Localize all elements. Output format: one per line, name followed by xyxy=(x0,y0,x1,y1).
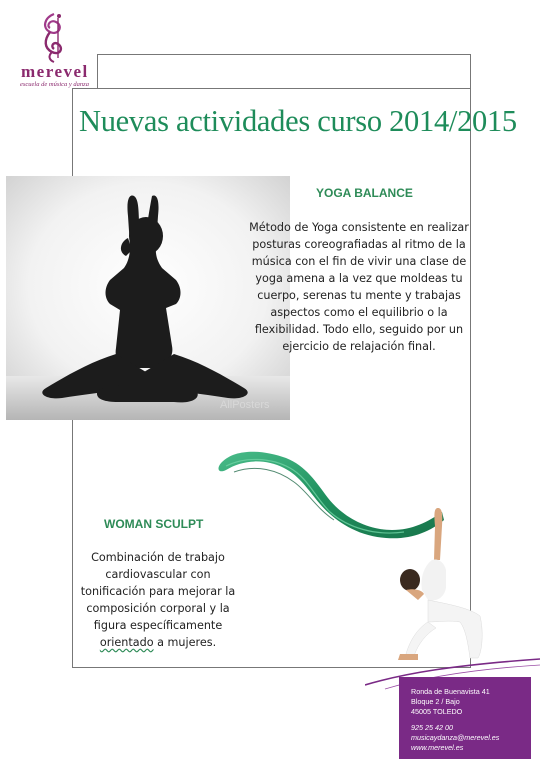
text-line xyxy=(68,634,248,651)
text-line: Método de Yoga consistente en realizar xyxy=(249,221,469,234)
logo-tagline: escuela de música y danza xyxy=(20,81,89,88)
page-title: Nuevas actividades curso 2014/2015 xyxy=(79,104,517,138)
text-line: aspectos como el equilibrio o la xyxy=(270,306,448,319)
yoga-balance-description xyxy=(244,219,474,355)
address-line: Bloque 2 / Bajo xyxy=(411,697,460,706)
text-line: Combinación de trabajo xyxy=(91,551,225,564)
text-line: figura específicamente xyxy=(93,619,223,632)
text-line: posturas coreografiadas al ritmo de la xyxy=(252,238,466,251)
frame-left-line-top xyxy=(97,54,98,88)
spellcheck-underlined-word: orientado xyxy=(99,636,154,649)
website-link[interactable]: www.merevel.es xyxy=(411,743,464,752)
logo-wordmark: merevel xyxy=(21,62,89,81)
text-line: ejercicio de relajación final. xyxy=(282,340,436,353)
woman-sculpt-photo xyxy=(388,504,488,662)
text-line: flexibilidad. Todo ello, seguido por un xyxy=(254,323,464,336)
address-line: Ronda de Buenavista 41 xyxy=(411,687,490,696)
yoga-balance-heading: YOGA BALANCE xyxy=(316,186,413,200)
woman-sculpt-heading: WOMAN SCULPT xyxy=(104,517,204,531)
photo-watermark: AllPosters xyxy=(220,399,270,411)
text-line: composición corporal y la xyxy=(86,602,230,615)
text-line: yoga amena a la vez que moldeas tu xyxy=(255,272,463,285)
text-line-rest: a mujeres. xyxy=(153,636,217,649)
email-link[interactable]: musicaydanza@merevel.es xyxy=(411,733,500,742)
text-line: música con el fin de vivir una clase de xyxy=(251,255,467,268)
text-line: cardiovascular con xyxy=(105,568,211,581)
text-line: tonificación para mejorar la xyxy=(80,585,236,598)
text-line: cuerpo, serenas tu mente y trabajas xyxy=(257,289,461,302)
frame-divider-line xyxy=(72,88,471,89)
frame-top-line xyxy=(97,54,471,55)
phone-number: 925 25 42 00 xyxy=(411,723,453,732)
frame-left-line xyxy=(72,88,73,176)
contact-info-box xyxy=(399,677,531,759)
address-line: 45005 TOLEDO xyxy=(411,707,463,716)
woman-sculpt-description xyxy=(68,549,248,651)
